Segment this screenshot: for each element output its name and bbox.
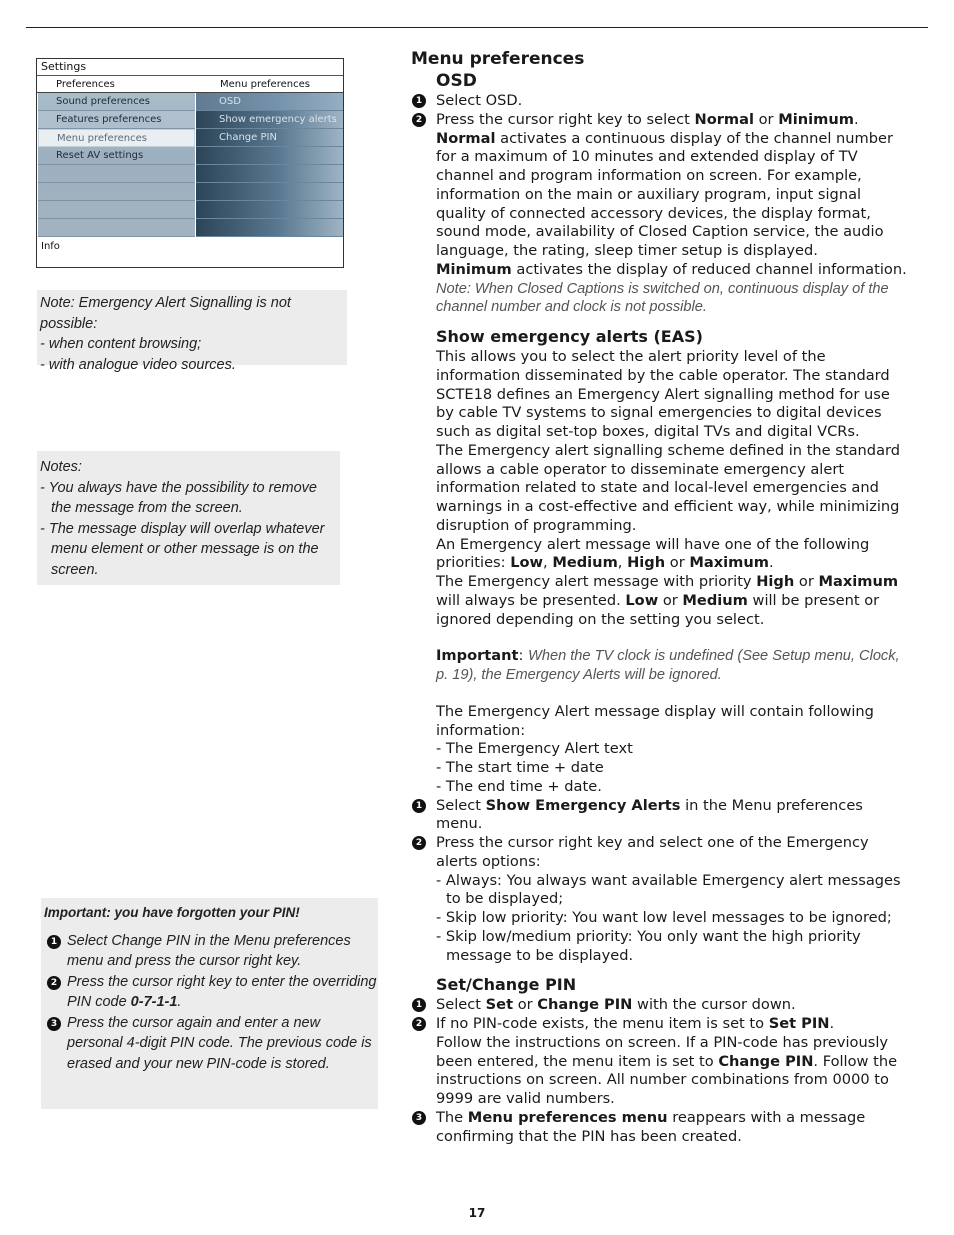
- normal-description: Normal activates a continuous display of the channel number for a maximum of 10 minutes and extended display of TV channel and program information on screen. For example, information on the main or auxiliary program, input signal quality of connected accessory devices, the display format, sound mode, availability of Closed Caption service, the audio language, the rating, sleep timer setup is displayed.: [436, 129, 893, 259]
- menu-preferences-list: [196, 93, 343, 237]
- menu-item-empty: [196, 147, 343, 165]
- menu-item-sound-preferences[interactable]: Sound preferences: [38, 93, 195, 111]
- section-title-eas: Show emergency alerts (EAS): [436, 327, 703, 346]
- section-title-osd: OSD: [436, 71, 477, 91]
- eas-list-item: - The Emergency Alert text: [436, 740, 633, 758]
- eas-option: - Skip low priority: You want low level messages to be ignored;: [436, 909, 892, 926]
- menu-item-reset-av-settings[interactable]: Reset AV settings: [38, 147, 195, 165]
- osd-note: Note: When Closed Captions is switched on, continuous display of the channel number and clock is not possible.: [436, 280, 889, 316]
- page-number: 17: [468, 1206, 486, 1220]
- menu-preferences-header: Menu preferences: [220, 79, 310, 90]
- eas-paragraph-3: An Emergency alert message will have one of the following priorities: Low, Medium, High or Maximum.: [436, 535, 870, 572]
- menu-info: Info: [41, 241, 60, 252]
- menu-item-change-pin[interactable]: Change PIN: [196, 129, 343, 147]
- menu-item-empty: [196, 219, 343, 237]
- notes-title: Notes:: [40, 459, 82, 475]
- menu-divider: [37, 75, 343, 76]
- section-title-menu-preferences: Menu preferences: [411, 49, 585, 69]
- menu-item-empty: [38, 201, 195, 219]
- section-title-set-change-pin: Set/Change PIN: [436, 975, 577, 995]
- step-number-icon: 2: [412, 836, 426, 850]
- osd-step-2: 2 Press the cursor right key to select Normal or Minimum.: [411, 111, 911, 130]
- pin-step-2: 2 If no PIN-code exists, the menu item is set to Set PIN.: [411, 1015, 911, 1034]
- pin-recovery-step-3: 3 Press the cursor again and enter a new personal 4-digit PIN code. The previous code is erased and your new PIN-code is stored.: [44, 1013, 378, 1075]
- step-number-icon: 2: [47, 976, 61, 990]
- important-clock-note: Important: When the TV clock is undefined (See Setup menu, Clock, p. 19), the Emergency Alerts will be ignored.: [436, 647, 900, 683]
- eas-paragraph-5: The Emergency Alert message display will contain following information:: [436, 702, 874, 739]
- menu-item-features-preferences[interactable]: Features preferences: [38, 111, 195, 129]
- eas-list-item: - The end time + date.: [436, 777, 602, 795]
- menu-item-show-emergency-alerts[interactable]: Show emergency alerts: [196, 111, 343, 129]
- main-content: [411, 48, 911, 1146]
- eas-paragraph-2: The Emergency alert signalling scheme defined in the standard allows a cable operator to disseminate emergency alert information related to state and local-level emergencies and warnings in a cost-effective and efficient way, while minimizing disruption of programming.: [436, 441, 901, 534]
- menu-title: Settings: [41, 60, 87, 73]
- note-item: - The message display will overlap whatever menu element or other message is on the screen.: [40, 520, 325, 578]
- step-number-icon: 3: [47, 1017, 61, 1031]
- menu-item-empty: [38, 219, 195, 237]
- menu-item-osd[interactable]: OSD: [196, 93, 343, 111]
- menu-item-menu-preferences[interactable]: Menu preferences: [38, 129, 195, 147]
- override-pin-code: 0-7-1-1: [130, 994, 178, 1010]
- preferences-list: [38, 93, 195, 237]
- menu-item-empty: [196, 201, 343, 219]
- menu-item-empty: [38, 165, 195, 183]
- important-forgotten-pin: [41, 898, 378, 1109]
- notes-message-display: [37, 451, 340, 585]
- eas-paragraph-4: The Emergency alert message with priority High or Maximum will always be presented. Low or Medium will be present or ignored depending on the setting you select.: [436, 573, 899, 628]
- eas-list-item: - The start time + date: [436, 759, 604, 776]
- note-line: Note: Emergency Alert Signalling is not possible:: [40, 295, 291, 332]
- pin-recovery-step-1: 1 Select Change PIN in the Menu preferences menu and press the cursor right key.: [44, 931, 378, 972]
- pin-step-1: 1 Select Set or Change PIN with the cursor down.: [411, 996, 911, 1015]
- note-line: - when content browsing;: [40, 336, 202, 352]
- eas-paragraph-1: This allows you to select the alert priority level of the information disseminated by the cable operator. The standard SCTE18 defines an Emergency Alert signalling method for use by cable TV systems to signal emergencies to digital devices such as digital set-top boxes, digital TVs and digital VCRs.: [436, 348, 890, 440]
- step-number-icon: 2: [412, 1017, 426, 1031]
- pin-instructions: Follow the instructions on screen. If a PIN-code has previously been entered, the menu item is set to Change PIN. Follow the instructions on screen. All number combinations from 0000 to 9999 are valid numbers.: [436, 1033, 898, 1107]
- step-number-icon: 2: [412, 113, 426, 127]
- note-line: - with analogue video sources.: [40, 356, 236, 373]
- menu-item-empty: [38, 183, 195, 201]
- step-number-icon: 1: [412, 94, 426, 108]
- step-number-icon: 1: [412, 998, 426, 1012]
- important-title: Important: you have forgotten your PIN!: [44, 905, 300, 920]
- step-number-icon: 3: [412, 1111, 426, 1125]
- menu-item-empty: [196, 183, 343, 201]
- eas-option: - Always: You always want available Emergency alert messages to be displayed;: [436, 871, 901, 908]
- pin-step-3: 3 The Menu preferences menu reappears with a message confirming that the PIN has been created.: [411, 1109, 911, 1147]
- note-item: - You always have the possibility to remove the message from the screen.: [40, 479, 317, 516]
- settings-menu: [36, 58, 344, 268]
- eas-step-1: 1 Select Show Emergency Alerts in the Menu preferences menu.: [411, 797, 911, 835]
- menu-item-empty: [196, 165, 343, 183]
- eas-step-2: 2 Press the cursor right key and select one of the Emergency alerts options:: [411, 834, 911, 872]
- preferences-header: Preferences: [56, 79, 115, 90]
- pin-recovery-step-2: 2 Press the cursor right key to enter the overriding PIN code 0-7-1-1.: [44, 972, 378, 1013]
- note-eas-not-possible: [37, 290, 347, 373]
- osd-step-1: 1 Select OSD.: [411, 92, 911, 111]
- step-number-icon: 1: [47, 935, 61, 949]
- top-rule: [26, 27, 928, 28]
- eas-option: - Skip low/medium priority: You only want the high priority message to be displayed.: [436, 927, 861, 964]
- minimum-description: Minimum activates the display of reduced channel information.: [436, 260, 907, 278]
- step-number-icon: 1: [412, 799, 426, 813]
